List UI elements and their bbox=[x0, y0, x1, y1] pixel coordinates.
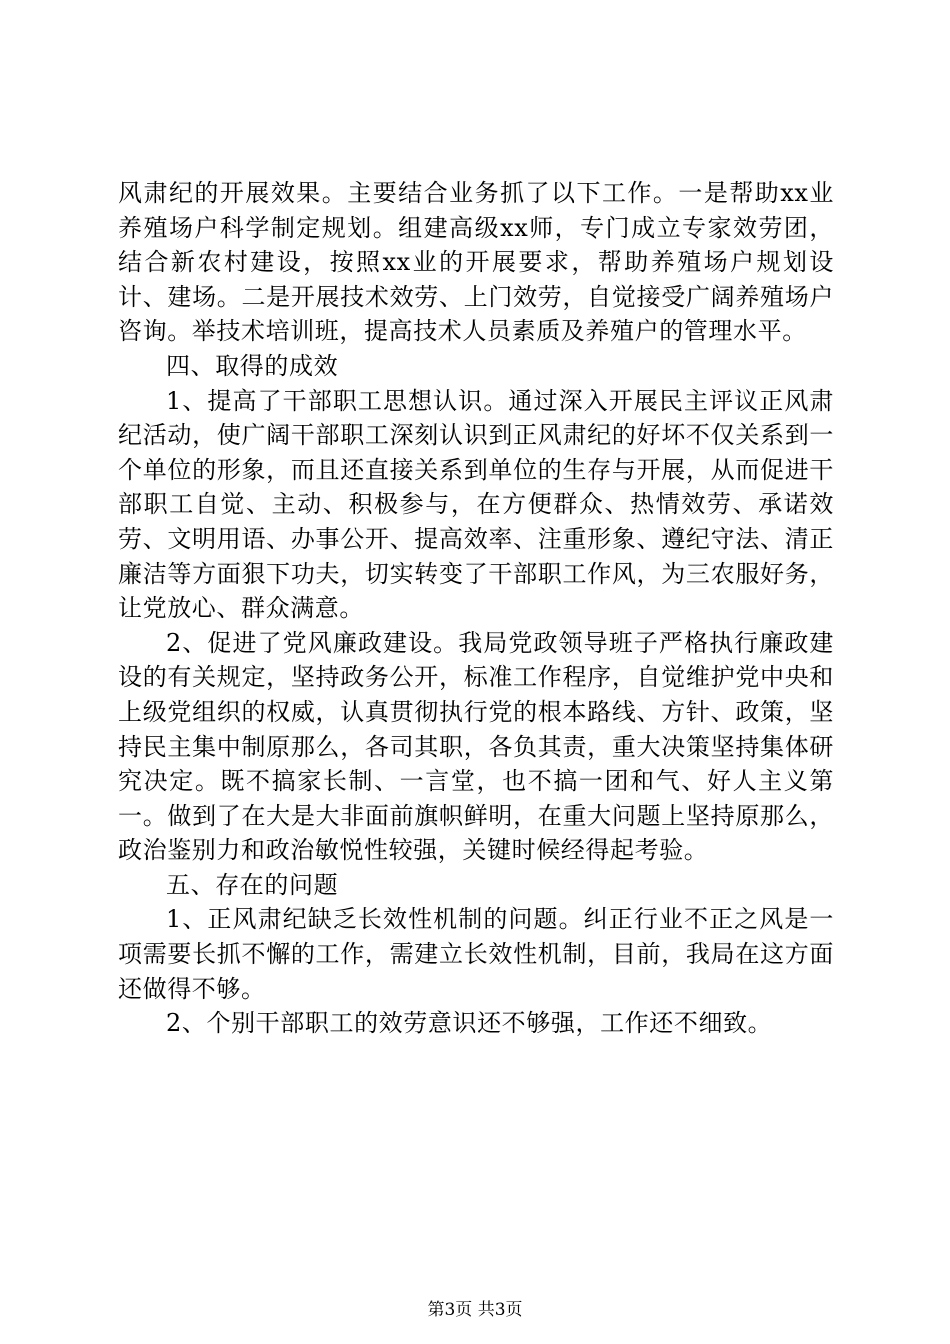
paragraph: 2、个别干部职工的效劳意识还不够强，工作还不细致。 bbox=[166, 1009, 773, 1038]
section-heading-achievements: 四、取得的成效 bbox=[166, 351, 339, 380]
section-heading-problems: 五、存在的问题 bbox=[166, 870, 339, 899]
paragraph: 2、促进了党风廉政建设。我局党政领导班子严格执行廉政建设的有关规定，坚持政务公开，标准工作程序，自觉维护党中央和上级党组织的权威，认真贯彻执行党的根本路线、方针、政策，坚持民主集中制原那么，各司其职，各负其责，重大决策坚持集体研究决定。既不搞家长制、一言堂，也不搞一团和气、好人主义第一。做到了在大是大非面前旗帜鲜明，在重大问题上坚持原那么，政治鉴别力和政治敏悦性较强，关键时候经得起考验。 bbox=[118, 628, 834, 865]
document-body bbox=[118, 176, 834, 1041]
paragraph: 风肃纪的开展效果。主要结合业务抓了以下工作。一是帮助xx业养殖场户科学制定规划。组建高级xx师，专门成立专家效劳团，结合新农村建设，按照xx业的开展要求，帮助养殖场户规划设计、建场。二是开展技术效劳、上门效劳，自觉接受广阔养殖场户咨询。举技术培训班，提高技术人员素质及养殖户的管理水平。 bbox=[118, 179, 834, 346]
page-footer: 第3页 共3页 bbox=[427, 1300, 523, 1320]
paragraph: 1、正风肃纪缺乏长效性机制的问题。纠正行业不正之风是一项需要长抓不懈的工作，需建立长效性机制，目前，我局在这方面还做得不够。 bbox=[118, 905, 834, 1003]
paragraph: 1、提高了干部职工思想认识。通过深入开展民主评议正风肃纪活动，使广阔干部职工深刻认识到正风肃纪的好坏不仅关系到一个单位的形象，而且还直接关系到单位的生存与开展，从而促进干部职工自觉、主动、积极参与，在方便群众、热情效劳、承诺效劳、文明用语、办事公开、提高效率、注重形象、遵纪守法、清正廉洁等方面狠下功夫，切实转变了干部职工作风，为三农服好务，让党放心、群众满意。 bbox=[118, 386, 834, 623]
